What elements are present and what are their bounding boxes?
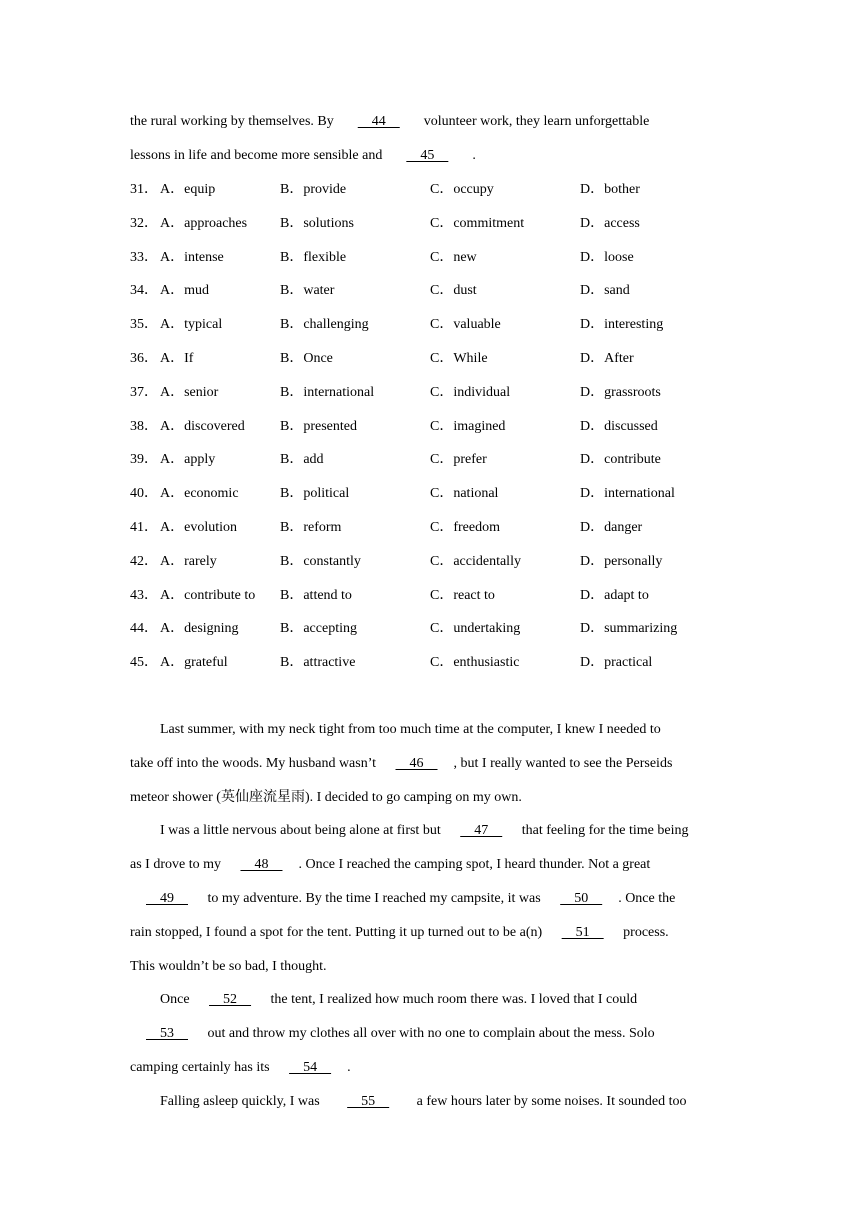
blank-54: 54: [289, 1060, 332, 1075]
question-number: 41．: [130, 520, 158, 535]
option-a: A．grateful: [160, 655, 228, 671]
text-line: [160, 990, 637, 1010]
option-c: C．imagined: [430, 418, 506, 434]
line-text: the rural working by themselves. By: [130, 114, 334, 129]
text-line: [130, 923, 669, 943]
option-b: B．constantly: [280, 553, 361, 569]
line-text: camping certainly has its: [130, 1060, 274, 1075]
blank-49: 49: [146, 891, 188, 906]
option-b: B．presented: [280, 418, 357, 434]
text-line: [130, 889, 675, 909]
line-text: rain stopped, I found a spot for the tent. Putting it up turned out to be a(n): [130, 924, 546, 940]
option-c: C．undertaking: [430, 621, 521, 637]
line-text: that feeling for the time being: [518, 823, 689, 839]
line-text: Once: [160, 992, 194, 1008]
blank-52: 52: [209, 992, 252, 1008]
line-text: Falling asleep quickly, I was: [160, 1093, 324, 1109]
option-a: A．approaches: [160, 215, 248, 231]
question-number: 37．: [130, 384, 158, 400]
blank-53: 53: [146, 1026, 188, 1042]
option-c: C．prefer: [430, 452, 487, 468]
option-d: D．sand: [580, 283, 630, 299]
option-a: A．equip: [160, 182, 216, 197]
option-b: B．political: [280, 486, 350, 502]
option-c: C．individual: [430, 384, 511, 400]
text-line: [160, 821, 689, 841]
line-text: Last summer, with my neck tight from too much time at the computer, I knew I needed to: [160, 722, 661, 737]
question-number: 43．: [130, 587, 158, 603]
text-line: [130, 855, 650, 875]
option-a: A．If: [160, 351, 194, 366]
option-a: A．intense: [160, 249, 224, 265]
line-text: This wouldn’t be so bad, I thought.: [130, 958, 327, 974]
option-a: A．rarely: [160, 553, 217, 569]
option-d: D．bother: [580, 182, 640, 197]
option-b: B．challenging: [280, 317, 369, 333]
option-d: D．adapt to: [580, 587, 649, 603]
option-b: B．reform: [280, 520, 342, 535]
question-number: 35．: [130, 317, 158, 333]
question-number: 44．: [130, 621, 158, 637]
option-c: C．new: [430, 249, 477, 265]
option-b: B．solutions: [280, 215, 354, 231]
question-number: 38．: [130, 418, 158, 434]
blank-45: 45: [406, 148, 449, 163]
line-text: lessons in life and become more sensible and: [130, 148, 383, 163]
line-text: the tent, I realized how much room there was. I loved that I could: [267, 992, 638, 1008]
line-text: out and throw my clothes all over with no one to complain about the mess. Solo: [204, 1026, 655, 1042]
option-c: C．enthusiastic: [430, 655, 520, 671]
blank-46: 46: [395, 755, 438, 771]
option-b: B．add: [280, 452, 324, 468]
option-c: C．freedom: [430, 520, 500, 535]
question-number: 31．: [130, 182, 158, 197]
text-line: [130, 957, 327, 977]
option-a: A．contribute to: [160, 587, 256, 603]
line-text: take off into the woods. My husband wasn’t: [130, 755, 380, 771]
option-c: C．dust: [430, 283, 477, 299]
option-b: B．flexible: [280, 249, 347, 265]
blank-47: 47: [460, 823, 503, 839]
option-c: C．accidentally: [430, 553, 521, 569]
option-a: A．evolution: [160, 520, 237, 535]
option-c: C．national: [430, 486, 499, 502]
option-d: D．summarizing: [580, 621, 678, 637]
option-a: A．discovered: [160, 418, 245, 434]
blank-55: 55: [347, 1093, 390, 1109]
option-d: D．practical: [580, 655, 653, 671]
text-line: [130, 788, 522, 808]
option-b: B．provide: [280, 182, 347, 197]
option-d: D．danger: [580, 520, 643, 535]
line-text: .: [347, 1060, 351, 1075]
line-text: , but I really wanted to see the Perseids: [453, 755, 673, 771]
blank-44: 44: [357, 114, 400, 129]
question-number: 34．: [130, 283, 158, 299]
option-d: D．After: [580, 351, 634, 366]
option-d: D．loose: [580, 249, 634, 265]
question-number: 36．: [130, 351, 158, 366]
question-number: 39．: [130, 452, 158, 468]
option-d: D．personally: [580, 553, 663, 569]
option-b: B．accepting: [280, 621, 357, 637]
option-c: C．valuable: [430, 317, 501, 333]
line-text: . Once the: [618, 891, 676, 906]
option-b: B．Once: [280, 351, 333, 366]
option-c: C．occupy: [430, 182, 494, 197]
option-b: B．attend to: [280, 587, 352, 603]
line-text: as I drove to my: [130, 857, 225, 873]
text-line: [130, 754, 672, 774]
option-a: A．typical: [160, 317, 223, 333]
text-line: [130, 146, 476, 166]
option-d: D．contribute: [580, 452, 661, 468]
option-d: D．interesting: [580, 317, 664, 333]
question-number: 40．: [130, 486, 158, 502]
option-d: D．access: [580, 215, 640, 231]
option-d: D．grassroots: [580, 384, 661, 400]
text-line: [160, 1092, 687, 1112]
line-text: volunteer work, they learn unforgettable: [423, 114, 650, 129]
option-a: A．economic: [160, 486, 239, 502]
line-text: process.: [619, 924, 669, 940]
line-text: . Once I reached the camping spot, I heard thunder. Not a great: [298, 857, 651, 873]
option-c: C．commitment: [430, 215, 525, 231]
option-a: A．designing: [160, 621, 239, 637]
text-line: [130, 1058, 351, 1078]
option-c: C．react to: [430, 587, 495, 603]
line-text: .: [472, 148, 476, 163]
text-line: [130, 1024, 655, 1044]
option-b: B．attractive: [280, 655, 356, 671]
question-number: 32．: [130, 215, 158, 231]
option-b: B．international: [280, 384, 375, 400]
line-text: meteor shower (英仙座流星雨). I decided to go camping on my own.: [130, 789, 522, 805]
option-d: D．international: [580, 486, 675, 502]
option-a: A．apply: [160, 452, 216, 468]
option-d: D．discussed: [580, 418, 658, 434]
blank-48: 48: [240, 857, 283, 873]
question-number: 33．: [130, 249, 158, 265]
blank-51: 51: [561, 924, 604, 940]
line-text: I was a little nervous about being alone at first but: [160, 823, 445, 839]
question-number: 42．: [130, 553, 158, 569]
option-a: A．mud: [160, 283, 209, 299]
option-c: C．While: [430, 351, 488, 366]
line-text: a few hours later by some noises. It sounded too: [413, 1093, 687, 1109]
text-line: [130, 112, 649, 132]
option-b: B．water: [280, 283, 335, 299]
question-number: 45．: [130, 655, 158, 671]
blank-50: 50: [560, 891, 603, 906]
option-a: A．senior: [160, 384, 219, 400]
line-text: to my adventure. By the time I reached my campsite, it was: [204, 891, 545, 906]
text-line: [160, 720, 661, 740]
